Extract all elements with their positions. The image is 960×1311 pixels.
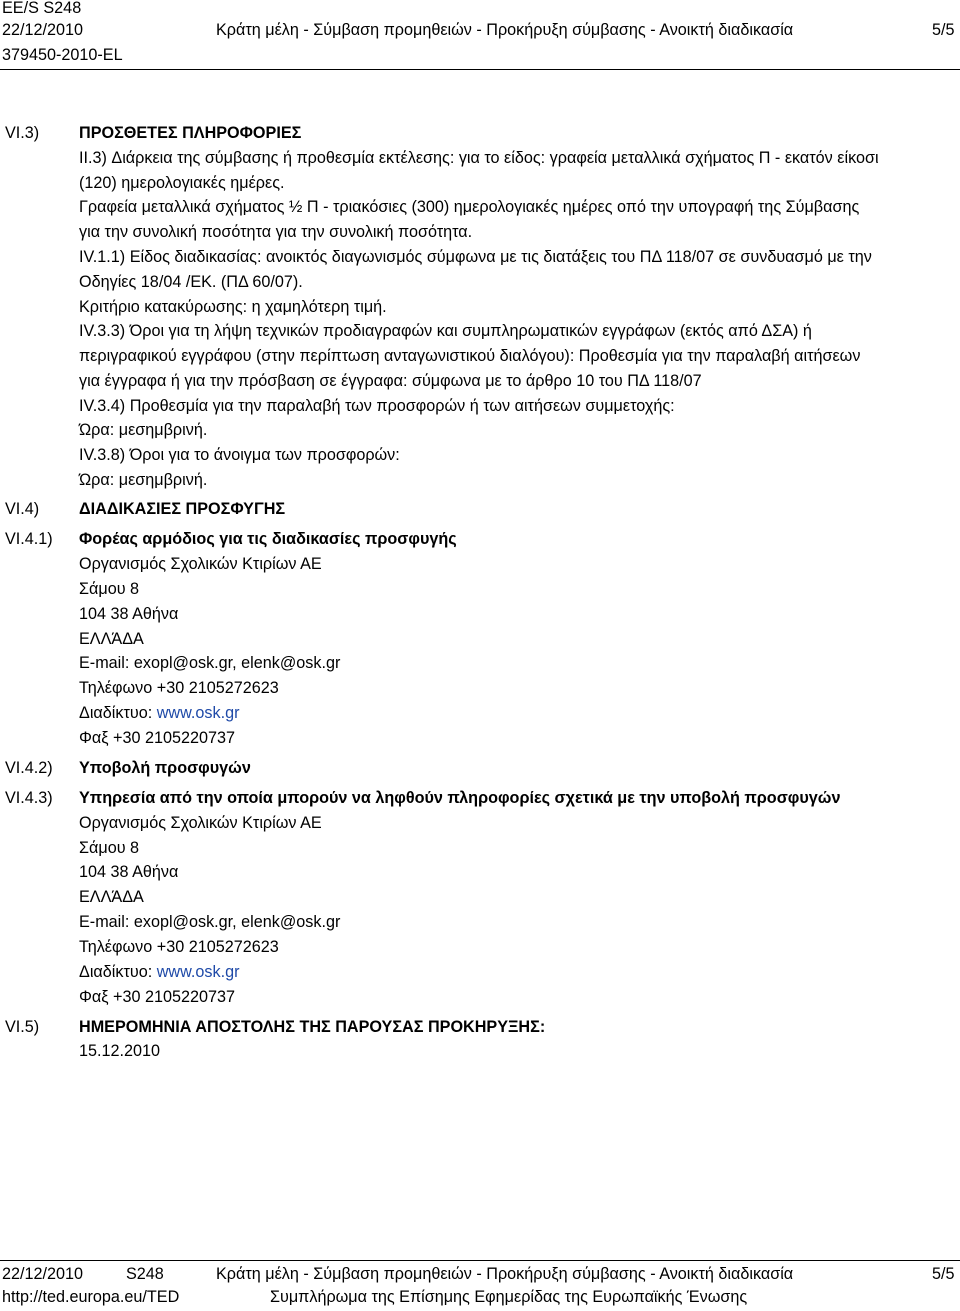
info-line: Γραφεία μεταλλικά σχήματος ½ Π - τριακόσιες (300) ημερολογιακές ημέρες οπό την υπογραφή της Σύμβασης [79, 198, 860, 216]
footer-series: S248 [126, 1265, 164, 1283]
city: 104 38 Αθήνα [79, 605, 179, 623]
street: Σάμου 8 [79, 839, 140, 857]
doc-ref: EE/S S248 [2, 0, 82, 17]
info-line: IV.3.3) Όροι για τη λήψη τεχνικών προδιαγραφών και συμπληρωματικών εγγράφων (εκτός από ΔΣΑ) ή [79, 322, 812, 340]
phone: Τηλέφωνο +30 2105272623 [79, 679, 279, 697]
footer-date: 22/12/2010 [2, 1265, 84, 1283]
info-line: IV.3.8) Όροι για το άνοιγμα των προσφορών: [79, 446, 400, 464]
section-heading-vi4: ΔΙΑΔΙΚΑΣΙΕΣ ΠΡΟΣΦΥΓΗΣ [79, 500, 286, 518]
section-number-vi3: VI.3) [5, 124, 40, 142]
footer-url[interactable]: http://ted.europa.eu/TED [2, 1288, 180, 1306]
section-number-vi43: VI.4.3) [5, 789, 53, 807]
country: ΕΛΛΆΔΑ [79, 888, 144, 906]
footer-divider [0, 1260, 960, 1261]
info-line: (120) ημερολογιακές ημέρες. [79, 174, 285, 192]
footer-supplement: Συμπλήρωμα της Επίσημης Εφημερίδας της Ευρωπαϊκής Ένωσης [270, 1288, 748, 1306]
section-heading-vi42: Υποβολή προσφυγών [79, 759, 251, 777]
info-line: για έγγραφα ή για την πρόσβαση σε έγγραφα: σύμφωνα με το άρθρο 10 του ΠΔ 118/07 [79, 372, 702, 390]
section-number-vi4: VI.4) [5, 500, 40, 518]
org-name: Οργανισμός Σχολικών Κτιρίων ΑΕ [79, 555, 322, 573]
fax: Φαξ +30 2105220737 [79, 988, 236, 1006]
info-line: IV.1.1) Είδος διαδικασίας: ανοικτός διαγωνισμός σύμφωνα με τις διατάξεις του ΠΔ 118/07 σε συνδυασμό με την [79, 248, 872, 266]
info-line: περιγραφικού εγγράφου (στην περίπτωση ανταγωνιστικού διαλόγου): Προθεσμία για την παραλαβή αιτήσεων [79, 347, 861, 365]
info-line: Οδηγίες 18/04 /ΕΚ. (ΠΔ 60/07). [79, 273, 303, 291]
street: Σάμου 8 [79, 580, 140, 598]
header-title: Κράτη μέλη - Σύμβαση προμηθειών - Προκήρυξη σύμβασης - Ανοικτή διαδικασία [216, 21, 794, 39]
website-link[interactable]: www.osk.gr [156, 963, 240, 981]
website-label: Διαδίκτυο: [79, 963, 157, 981]
section-number-vi41: VI.4.1) [5, 530, 53, 548]
section-heading-vi41: Φορέας αρμόδιος για τις διαδικασίες προσφυγής [79, 530, 457, 548]
info-line: Ώρα: μεσημβρινή. [79, 421, 208, 439]
dispatch-date: 15.12.2010 [79, 1042, 161, 1060]
city: 104 38 Αθήνα [79, 863, 179, 881]
info-line: Κριτήριο κατακύρωσης: η χαμηλότερη τιμή. [79, 298, 387, 316]
website [79, 963, 239, 982]
website-label: Διαδίκτυο: [79, 704, 157, 722]
section-heading-vi43: Υπηρεσία από την οποία μπορούν να ληφθούν πληροφορίες σχετικά με την υποβολή προσφυγών [79, 789, 841, 807]
country: ΕΛΛΆΔΑ [79, 630, 144, 648]
info-line: Ώρα: μεσημβρινή. [79, 471, 208, 489]
email: E-mail: exopl@osk.gr, elenk@osk.gr [79, 913, 341, 931]
section-number-vi5: VI.5) [5, 1018, 40, 1036]
header-date: 22/12/2010 [2, 21, 84, 39]
footer-page: 5/5 [932, 1265, 955, 1283]
website [79, 704, 239, 723]
phone: Τηλέφωνο +30 2105272623 [79, 938, 279, 956]
fax: Φαξ +30 2105220737 [79, 729, 236, 747]
header-page: 5/5 [932, 21, 955, 39]
org-name: Οργανισμός Σχολικών Κτιρίων ΑΕ [79, 814, 322, 832]
section-heading-vi5: ΗΜΕΡΟΜΗΝΙΑ ΑΠΟΣΤΟΛΗΣ ΤΗΣ ΠΑΡΟΥΣΑΣ ΠΡΟΚΗΡΥΞΗΣ: [79, 1018, 546, 1036]
email: E-mail: exopl@osk.gr, elenk@osk.gr [79, 654, 341, 672]
info-line: για την συνολική ποσότητα για την συνολική ποσότητα. [79, 223, 473, 241]
header-divider [0, 69, 960, 70]
footer-title: Κράτη μέλη - Σύμβαση προμηθειών - Προκήρυξη σύμβασης - Ανοικτή διαδικασία [216, 1265, 794, 1283]
notice-id: 379450-2010-EL [2, 46, 123, 64]
section-number-vi42: VI.4.2) [5, 759, 53, 777]
website-link[interactable]: www.osk.gr [156, 704, 240, 722]
section-heading-vi3: ΠΡΟΣΘΕΤΕΣ ΠΛΗΡΟΦΟΡΙΕΣ [79, 124, 302, 142]
info-line: II.3) Διάρκεια της σύμβασης ή προθεσμία εκτέλεσης: για το είδος: γραφεία μεταλλικά σχήματος Π - εκατόν είκοσι [79, 149, 879, 167]
info-line: IV.3.4) Προθεσμία για την παραλαβή των προσφορών ή των αιτήσεων συμμετοχής: [79, 397, 675, 415]
